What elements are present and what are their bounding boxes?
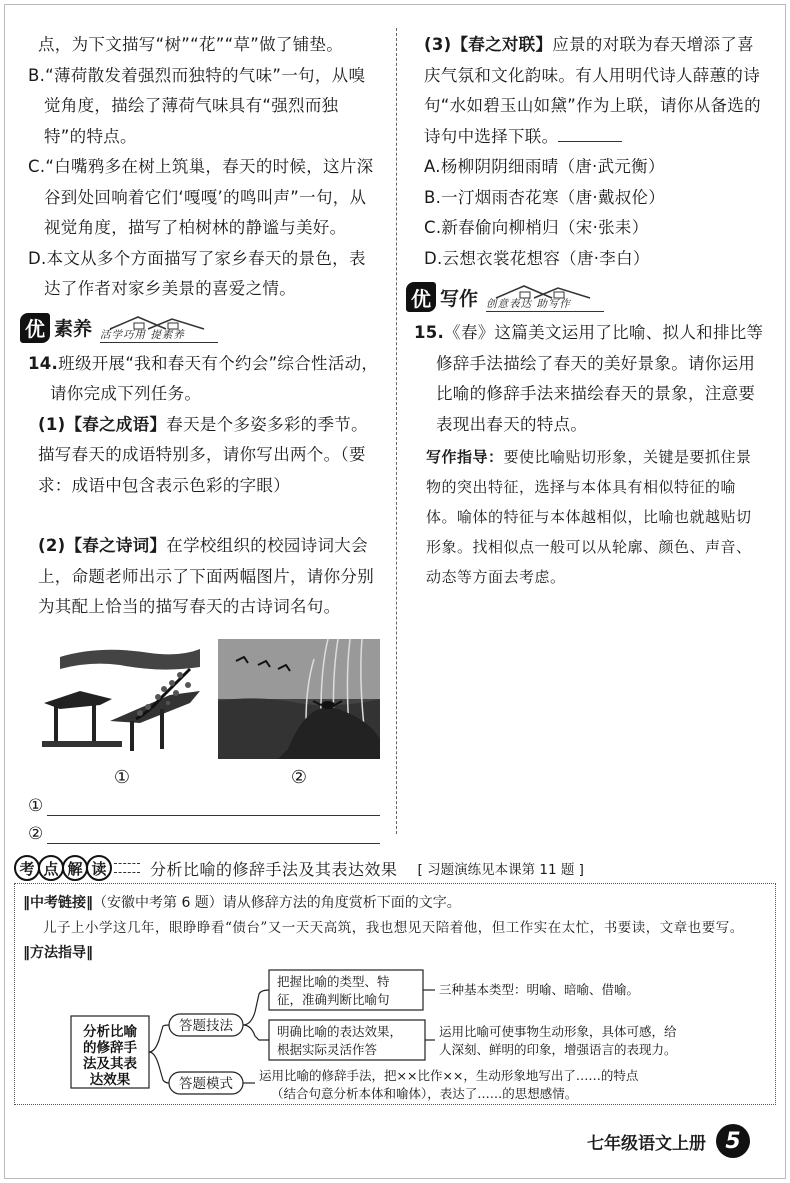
answer-number: ① — [28, 795, 44, 816]
exam-link-row — [23, 892, 461, 912]
exam-link-text: （安徽中考第 6 题）请从修辞方法的角度赏析下面的文字。 — [93, 895, 461, 911]
answer-number: ② — [28, 823, 44, 844]
image-caption: ① — [113, 766, 131, 788]
leaf-line: 人深刻、鲜明的印象，增强语言的表现力。 — [439, 1042, 677, 1057]
section-slogan: 活学巧用 提素养 — [100, 327, 218, 343]
option-a: A.杨柳阴阴细雨晴（唐·武元衡） — [424, 157, 665, 176]
question-14 — [28, 349, 380, 410]
kaodian-header — [14, 853, 776, 883]
root-line: 达效果 — [89, 1072, 131, 1088]
root-line: 的修辞手 — [83, 1040, 137, 1056]
answer-space — [28, 501, 380, 531]
guide-text: 要使比喻贴切形象，关键是要抓住景物的突出特征，选择与本体具有相似特征的喻体。喻体的特征与本体越相似，比喻也就越贴切形象。找相似点一般可以从轮廓、颜色、声音、动态等方面去考虑。 — [426, 448, 752, 586]
question-text: 班级开展“我和春天有个约会”综合性活动，请你完成下列任务。 — [50, 353, 379, 403]
root-line: 法及其表 — [83, 1056, 137, 1072]
kaodian-box — [14, 883, 776, 1105]
method-tag-text: ‖方法指导‖ — [23, 945, 93, 961]
section-title: 素养 — [54, 318, 93, 340]
leaf-line: 三种基本类型：明喻、暗喻、借喻。 — [439, 982, 640, 997]
sub-line: 把握比喻的类型、特 — [277, 974, 390, 989]
kaodian-badge: 解 — [62, 855, 88, 881]
question-15 — [414, 318, 766, 440]
right-column — [411, 30, 766, 592]
option-c: C.新春偷向柳梢归（宋·张耒） — [424, 218, 649, 237]
poem-images — [40, 639, 380, 788]
task-text: 在学校组织的校园诗词大会上，命题老师出示了下面两幅图片，请你分别为其配上恰当的描写春天的古诗词名句。 — [38, 536, 374, 616]
question-number: 15. — [414, 323, 445, 342]
option-d: D.云想衣裳花想容（唐·李白） — [424, 248, 650, 268]
image-2-box — [218, 639, 380, 788]
sub-line: 明确比喻的表达效果， — [277, 1024, 403, 1039]
option-a-continuation: 点，为下文描写“树”“花”“草”做了铺垫。 — [38, 35, 344, 54]
column-divider — [396, 28, 397, 834]
you-badge: 优 — [20, 313, 50, 343]
exam-link-tag: ‖中考链接‖ — [23, 895, 93, 911]
kaodian-badge: 读 — [86, 855, 112, 881]
section-title: 写作 — [440, 287, 479, 310]
kaodian-badge: 点 — [38, 855, 64, 881]
leaf-line: （结合句意分析本体和喻体），表达了……的思想感情。 — [271, 1086, 578, 1101]
option-c: C.“白嘴鸦多在树上筑巢，春天的时候，这片深谷到处回响着它们‘嘎嘎’的鸣叫声”一句，从视觉角度，描写了柏树林的静谧与美好。 — [28, 157, 374, 237]
task-text: 春天是个多姿多彩的季节。描写春天的成语特别多，请你写出两个。（要求：成语中包含表示色彩的字眼） — [38, 414, 368, 495]
kaodian-badge: 考 — [14, 855, 40, 881]
exercise-reference: [ 习题演练见本课第 11 题 ] — [417, 862, 584, 878]
section-header-suyang — [20, 311, 380, 345]
question-14-3 — [414, 30, 766, 152]
task-label: (2)【春之诗词】 — [38, 536, 167, 555]
answer-blank[interactable] — [558, 128, 622, 142]
writing-guide — [414, 442, 766, 592]
branch-label: 答题技法 — [179, 1018, 233, 1034]
option-d: D.本文从多个方面描写了家乡春天的景色，表达了作者对家乡美景的喜爱之情。 — [28, 248, 366, 298]
section-slogan: 创意表达 助写作 — [486, 296, 604, 312]
method-tag — [23, 942, 93, 962]
page-footer — [587, 1124, 750, 1158]
branch-label: 答题模式 — [179, 1076, 233, 1092]
pavilion-blossom-image — [40, 639, 204, 759]
method-diagram — [15, 964, 777, 1104]
sub-line: 根据实际灵活作答 — [277, 1042, 378, 1057]
exam-quote: 儿子上小学这几年，眼睁睁看“债台”又一天天高筑，我也想见天陪着他，但工作实在太忙，书要读，文章也要写。 — [43, 920, 744, 936]
root-line: 分析比喻 — [83, 1024, 137, 1040]
question-text: 《春》这篇美文运用了比喻、拟人和排比等修辞手法描绘了春天的美好景象。请你运用比喻的修辞手法来描绘春天的景象，注意要表现出春天的特点。 — [436, 323, 764, 434]
answer-line-2[interactable] — [28, 824, 380, 844]
section-decoration — [100, 313, 218, 343]
option-b: B.“薄荷散发着强烈而独特的气味”一句，从嗅觉角度，描绘了薄荷气味具有“强烈而独特”的特点。 — [28, 65, 366, 146]
willow-swallow-image — [218, 639, 380, 759]
task-text: 应景的对联为春天增添了喜庆气氛和文化韵味。有人用明代诗人薛蕙的诗句“水如碧玉山如黛”作为上联，请你从备选的诗句中选择下联。 — [424, 35, 761, 146]
kaodian-title: 分析比喻的修辞手法及其表达效果 — [150, 859, 398, 879]
answer-line-1[interactable] — [28, 796, 380, 816]
answer-underline[interactable] — [47, 798, 380, 816]
section-header-xiezuo — [406, 280, 766, 314]
image-1-box — [40, 639, 204, 788]
kaodian-badges — [14, 855, 110, 881]
page-number: 5 — [716, 1124, 750, 1158]
task-label: (3)【春之对联】 — [424, 35, 553, 54]
guide-label: 写作指导： — [426, 448, 504, 466]
leaf-line: 运用比喻的修辞手法，把××比作××，生动形象地写出了……的特点 — [259, 1068, 639, 1083]
question-number: 14. — [28, 353, 59, 373]
sub-line: 征，准确判断比喻句 — [277, 992, 390, 1007]
image-caption: ② — [290, 766, 308, 788]
question-14-2 — [28, 531, 380, 623]
leaf-line: 运用比喻可使事物生动形象，具体可感，给 — [439, 1024, 677, 1039]
option-b: B.一汀烟雨杏花寒（唐·戴叔伦） — [424, 187, 666, 207]
left-column — [25, 30, 380, 844]
task-label: (1)【春之成语】 — [38, 414, 167, 434]
book-title: 七年级语文上册 — [587, 1133, 706, 1154]
arrow-decoration — [114, 863, 140, 873]
section-decoration — [486, 282, 604, 312]
question-14-1 — [28, 410, 380, 502]
answer-underline[interactable] — [47, 826, 380, 844]
you-badge: 优 — [406, 282, 436, 312]
